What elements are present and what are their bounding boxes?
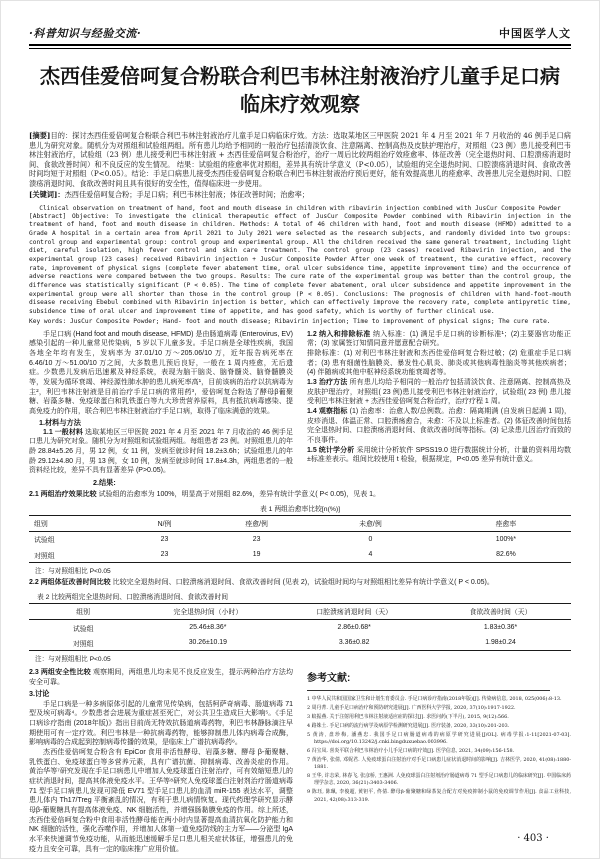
table1-header-cured: 痊愈/例: [245, 521, 268, 529]
abstract-en-text: [Abstract] Objective: To investigate the clinical therapeutic effect of JusCur Composite Powder combined with Ribavirin injection in the treatment of hand, foot and mouth disease in children. Methods: A total of 46 children with hand, foot and mouth disease (HFMD) admitted to a Grade A hospital in a certain area from April 2021 to July 2021 were selected as the research subjects, and randomly divided into two groups: control group and experimental group: control group and experimental group. All the children received the same general treatment, including light diet, careful isolation, high fever control and skin care treatment. The control group (23 cases) received Ribavirin injection, and the experimental group (23 cases) received Ribavirin injection + JusCur Composite Powder After one week of treatment, the curative effect, recovery rate, improvement of physical signs (complete fever abatement time, oral ulcer subsidence time, appetite improvement time) and the occurrence of adverse reactions were compared between the two groups. Results: The cure rate of the experimental group was better than the control group, the difference was statistically significant (P < 0.05). The time of complete fever abatement, oral ulcer subsidence and appetite improvement in the experimental group were all shorter than those in the control group (P < 0.05). Conclusions: The prognosis of children with hand-foot-mouth disease receiving Ebebul combined with Ribavirin injection is better, which can effectively improve the recovery rate, complete antipyretic time, subsidence time of oral ulcer and improvement time of appetite, and has good safety, which is worthy of further clinical use.: [29, 212, 571, 316]
section-1-3-label: 1.3 治疗方法: [307, 379, 348, 387]
results-block: [29, 490, 571, 663]
table1-note: 注：与对照组相比 P<0.05: [35, 568, 111, 576]
section-2-2: [29, 578, 571, 588]
reference-item: 5 黄涛, 盘珍梅, 潘燕忠. 我国手足口病肠道病毒的病原学研究进展[J/OL]. 病毒学报:1-11[2021-07-03]. https://doi.org/10.13242/j.cnki.bingduxuebao.003996.: [307, 731, 571, 746]
table1-cell: 23: [252, 535, 261, 543]
methods-columns: [29, 330, 571, 488]
section-1-3-text: 所有患儿均给予相同的一般治疗包括清淡饮食、注意隔离、控制高热及皮肤护理治疗，对照组( 23 例)患儿接受利巴韦林注射液治疗，试验组( 23 例) 患儿接受利巴韦林注射液 + 杰西佳爱倍呵复合粉治疗，治疗疗程 1 周。: [307, 379, 571, 406]
keywords-text: 杰西佳爱倍呵复合粉；手足口病；利巴韦林注射液；体征改善时间；治愈率；: [64, 190, 309, 200]
references-divider: [307, 690, 550, 691]
reference-item: 7 黄治华, 张倩, 邓妮君. 人免疫球蛋白注射治疗对手足口病患儿症状消退时间的影响[J]. 吉林医学, 2020, 41(08):1880-1881.: [307, 756, 571, 771]
section-1-4-label: 1.4 观察指标: [307, 408, 348, 415]
table1-cell: 23: [160, 551, 169, 559]
table2-header-fever: 完全退热时间（小时）: [173, 609, 243, 617]
table2-cell: 2.86±0.68*: [337, 624, 371, 632]
reference-item: 9 陈珏, 陈珮, 李俊超, 黄钽平, 佟倩. 酵母β-葡聚糖和绿茶复合配方对免疫抑制小鼠的免疫调节作用[J]. 食品工业科技, 2021, 42(08):313-319.: [307, 789, 571, 803]
table1-header-row: [29, 515, 571, 531]
reference-item: 1 中华人民共和国国家卫生和计划生育委员会. 手足口病诊疗指南(2018年版)[J]. 传染病信息, 2018, 025(006):8-13.: [307, 696, 562, 703]
reference-item: 4 路姝土. 手足口病的流行病学及病原学检测研究进展[J]. 医疗装备, 2020, 33(10):201-203.: [307, 722, 510, 729]
table2-cell: 30.26±10.19: [188, 639, 227, 647]
page-number: · 403 ·: [517, 833, 549, 844]
section-1-5: [307, 446, 571, 465]
keywords-label: [关键词]：: [29, 190, 65, 200]
table1-header-n: N/例: [157, 521, 172, 529]
article-title: [29, 64, 571, 119]
section-2-2-text: 比较完全退热时间、口腔溃疡消退时间、食欲改善时间 (见表 2)，试验组时间均与对照组相比差异有统计学意义( P < 0.05)。: [110, 579, 494, 587]
keywords-cn: [29, 190, 571, 200]
discussion-columns: [29, 668, 571, 854]
article-title-line1: 杰西佳爱倍呵复合粉联合利巴韦林注射液治疗儿童手足口病: [40, 66, 560, 88]
discussion-paragraph-1: 手足口病是一种多病原体引起的儿童常见传染病，包括柯萨奇病毒、肠道病毒 71 型及埃可病毒⁴。少数患者会进展为重症甚至死亡，对公共卫生造成巨大影响⁵。《手足口病诊疗指南 (2018年版)》指出目前尚无特效抗肠道病毒药物，利巴韦林静脉滴注早期使用可有一定疗效。利巴韦林是一种抗病毒药物，能够抑制患儿体内病毒合成酶，影响病毒的合成起到控制病毒传播的效果，是临床上广谱抗病毒药⁶。: [29, 700, 293, 747]
table2-note: 注：与对照组相比 P<0.05: [35, 656, 111, 664]
section-1-1-label: 1.1 一般材料: [43, 428, 83, 436]
table1-header-rate: 痊愈率: [495, 521, 517, 529]
section-1-3: [307, 378, 571, 407]
table2-cell: 3.36±0.82: [338, 639, 370, 647]
intro-paragraph: 手足口病 (Hand foot and mouth disease, HFMD) 是由肠道病毒 (Enterovirus, EV) 感染引起的一种儿童常见传染病，5 岁以下儿童多发。手足口病是全球性疾病，我国各地全年均有发生，发病率为 37.01/10 万～205.06/10 万，近年报告病死率在 6.46/10 万～51.00/10 万之间，大多数患儿预后良好，一般在 1 周内痊愈，无后遗症。少数患儿发病后迅速累及神经系统，表现为脑干脑炎、脑脊髓炎、脑脊髓膜炎等，发展为循环衰竭、神经源性肺水肿的患儿病死率高¹，目前该病的治疗以抗病毒为主²，利巴韦林注射液是目前治疗手足口病的常用药³，爱倍呵复合粉选了酵母β葡聚糖、岩藻多糖、免疫球蛋白和乳铁蛋白等九大珍贵营养原料，具有抵抗病毒感染、提高免疫力的作用，联合利巴韦林注射液治疗手足口病，取得了临床满意的效果。: [29, 330, 293, 415]
table1-cell: 试验组: [34, 537, 55, 545]
article-title-line2: 临床疗效观察: [240, 93, 360, 116]
table2-header-ulcer: 口腔溃疡消退时间（天）: [316, 609, 393, 617]
table2-header-group: 组别: [76, 609, 91, 617]
table1-cell: 23: [160, 535, 169, 543]
reference-item: 6 冯宝凤. 喜炎平联合利巴韦林治疗小儿手足口病的疗效[J]. 医学信息, 2021, 34(09):156-158.: [307, 748, 515, 755]
section-2-1-text: 试验组的治愈率为 100%，明显高于对照组 82.6%，差异有统计学意义( P< 0.05)，见表 1。: [96, 490, 381, 498]
section-1-4: [307, 407, 571, 446]
table-row: [29, 547, 571, 563]
section-1-1-text: 选取某地区三甲医院 2021 年 4 月至 2021 年 7 月收治的 46 例手足口患儿为研究对象。随机分为对照组和试验组两组。每组患者 23 例。对照组患儿的年龄 28.84±5.26 月，男 12 例，女 11 例，发病至就诊时间 18.2±3.6h；试验组患儿的年龄 29.12±4.80 月，男 13 例，女 10 例，发病至就诊时间 17.8±4.3h，两组患者的一般资料经比较，差异不具有显著差异 (P>0.05)。: [29, 428, 293, 475]
section-1-5-text: 采用统计分析软件 SPSS19.0 进行数据统计分析，计量的资料用均数±标准差表示。组间比较使用 t 检验，根据规定，P<0.05 差异有统计意义。: [307, 446, 571, 464]
discussion-column: [29, 668, 293, 854]
abstract-en-title: Clinical observation on treatment of hand, foot and mouth disease in children with ribavirin injection combined with JusCur Composite Powder: [39, 204, 561, 212]
section-1-1: [29, 428, 293, 476]
table2-header-row: [29, 603, 571, 619]
table2-caption: 表 2 比较两组完全退热时间、口腔溃疡消退时间、食欲改善时间: [37, 593, 229, 601]
page-header: [29, 25, 571, 41]
table-sign-improvement: [29, 603, 571, 652]
section-2-1: [29, 490, 571, 500]
abstract-label: [摘要]: [29, 131, 51, 141]
reference-item: 2 周丹菁. 儿童手足口病治疗和预防研究进展[J]. 广西医科大学学报, 2020, 37(10):1917-1922.: [307, 705, 516, 712]
table2-header-appetite: 食欲改善时间（天）: [469, 609, 532, 617]
section-2-3-text: 观察期间，两组患儿均未见不良反应发生，提示两种治疗方法均安全可靠。: [29, 669, 293, 687]
journal-name: 中国医学人文: [499, 28, 571, 40]
abstract-text: 目的：探讨杰西佳爱倍呵复合粉联合利巴韦林注射液治疗儿童手足口病临床疗效。方法：选取某地区三甲医院 2021 年 4 月至 2021 年 7 月收治的 46 例手足口病患儿为研究对象。随机分为对照组和试验组两组。所有患儿均给予相同的一般治疗包括清淡饮食、注意隔离、控制高热及皮肤护理治疗，对照组（23 例）患儿接受利巴韦林注射液治疗，试验组（23 例）患儿接受利巴韦林注射液 + 杰西佳爱倍呵复合粉治疗，治疗一周后比较两组治疗效痊愈率、体征改善（完全退热时间、口腔溃疡消退时间、食欲改善时间）和不良反应的发生情况。 结果：试验组的痊愈率优对照组，差异具有统计学意义（P<0.05），试验组的完全退热时间、口腔溃疡消退时间、食欲改善时间均短于对照组（P<0.05）。结论：手足口病患儿接受杰西佳爱倍呵复合粉联合利巴韦林注射液治疗预后更好，能有效提高患儿的痊愈率、改善患儿完全退热时间、口腔溃疡消退时间、食欲改善时间且具有很好的安全性，值得临床进一步使用。: [29, 131, 571, 188]
heading-discussion: 3.讨论: [29, 688, 50, 698]
table-row: [29, 635, 571, 651]
table1-cell: 19: [252, 551, 261, 559]
section-1-2-label: 1.2 纳入和排除标准: [307, 330, 371, 338]
table1-cell: 82.6%: [496, 551, 516, 559]
left-column: [29, 330, 293, 488]
table1-cell: 4: [368, 551, 373, 559]
table2-cell: 25.46±8.36*: [189, 624, 227, 632]
table2-cell: 试验组: [72, 625, 94, 633]
section-1-5-label: 1.5 统计学分析: [307, 446, 355, 454]
references-heading: 参考文献:: [307, 673, 351, 685]
discussion-paragraph-2: 杰西佳爱倍呵复合粉含有 EpiCor 食用非活性酵母、岩藻多糖、酵母 β-葡聚糖、乳铁蛋白、免疫球蛋白等多营养元素，具有广谱抗菌、抑制病毒、改善炎症的作用。黄治华等⁷研究发现在手足口病患儿中增加人免疫球蛋白注射治疗，可有效缩短患儿的症状消退时间，提高其体液免疫水平。王华等⁸研究人免疫球蛋白注射剂治疗肠道病毒 71 型手足口病患儿发现可降低 EV71 型手足口患儿的血清 miR-155 表达水平，调整患儿体内 Th17/Treg 平衡紊乱的情况，有利于患儿病情恢复。现代药理学研究显示酵母β-葡聚糖具有提高体液免疫、NK 细胞活性，并增强肠黏膜免疫的作用。综上所述，杰西佳爱倍呵复合粉中食用非活性酵母能在两小时内显著提高血清抗氧化防护能力和 NK 细胞的活性，强化吞噬作用，并增加人体第一道免疫防线的主力军——分泌型 IgA 水平来快速调节免疫功能，从而能迅速缓解手足口患儿相关症状体征，增强患儿的免疫力且安全可靠，具有一定的临床推广应用价值。: [29, 748, 293, 853]
keywords-en: Key words: JusCur Composite Powder; Hand- foot and mouth disease; Ribavirin injection; Time to improvement of physical signs; The cure rate.: [29, 317, 551, 325]
table1-cell: 100%*: [495, 535, 517, 543]
reference-item: 8 王华, 许志荣, 林春飞, 张彦桥, 王惠洲. 人免疫球蛋白注射剂治疗肠道病毒 71 型手足口病患儿的临床研究[J]. 中国临床药理学杂志, 2020, 36(21):3403-3406.: [307, 773, 571, 787]
table1-caption: 表 1 两组治愈率比较[n(%)]: [259, 505, 341, 513]
section-2-2-label: 2.2 两组体征改善时间比较: [29, 579, 111, 587]
references-column: [307, 668, 571, 854]
section-1-2-text: 纳入标准：(1) 满足手足口病的诊断标准¹；(2)主要器官功能正常；(3) 家属签订知情同意并愿意配合研究。: [307, 330, 571, 348]
header-divider: [29, 44, 571, 49]
table-cure-rate: [29, 515, 571, 564]
table-row: [29, 620, 571, 636]
table1-cell: 对照组: [34, 552, 55, 560]
section-2-1-label: 2.1 两组治疗效果比较: [29, 490, 97, 498]
table2-cell: 对照组: [72, 640, 94, 648]
table1-cell: 0: [368, 535, 373, 543]
heading-results: 2.结果:: [93, 477, 116, 487]
table2-cell: 1.83±0.36*: [483, 624, 518, 632]
reference-item: 3 蚁振燕. 关于注射用利巴韦林注射液适应症的探讨[J]. 求医问药(下半月), 2015, 9(12):566.: [307, 714, 509, 721]
section-1-2: [307, 330, 571, 349]
section-1-4-text: (1) 治愈率：治愈人数/总例数。治愈：隔离期满 (自发病日起满 1 周)，皮疹消退、体温正常、口腔溃疡愈合，未愈：不及以上标准者。(2) 体征改善时间包括完全退热时间、口腔溃疡消退时间、食欲改善时间等指标。(3) 记录患儿因治疗而致的不良事件。: [307, 408, 571, 444]
section-2-3-label: 2.3 两组安全性比较: [29, 669, 91, 677]
table1-header-uncured: 未愈/例: [359, 521, 382, 529]
right-column: [307, 330, 571, 488]
section-1-2-exclusion: 排除标准：(1) 对利巴韦林注射液和杰西佳爱倍呵复合粉过敏；(2) 危重症手足口病者；(3) 患有细菌性脑膜炎、暴发性心肌炎、肺炎或其他病毒性脑炎等其他疾病者；(4) 伴随病或其他中枢神经系统功能衰竭者等。: [307, 350, 571, 377]
heading-methods: 1.材料与方法: [39, 417, 81, 427]
table1-header-group: 组别: [34, 521, 48, 529]
table-row: [29, 531, 571, 547]
section-2-3: [29, 668, 293, 687]
table2-cell: 1.98±0.24: [485, 639, 516, 647]
column-section-label: ·科普知识与经验交流·: [29, 27, 142, 40]
abstract-cn: [29, 131, 571, 188]
